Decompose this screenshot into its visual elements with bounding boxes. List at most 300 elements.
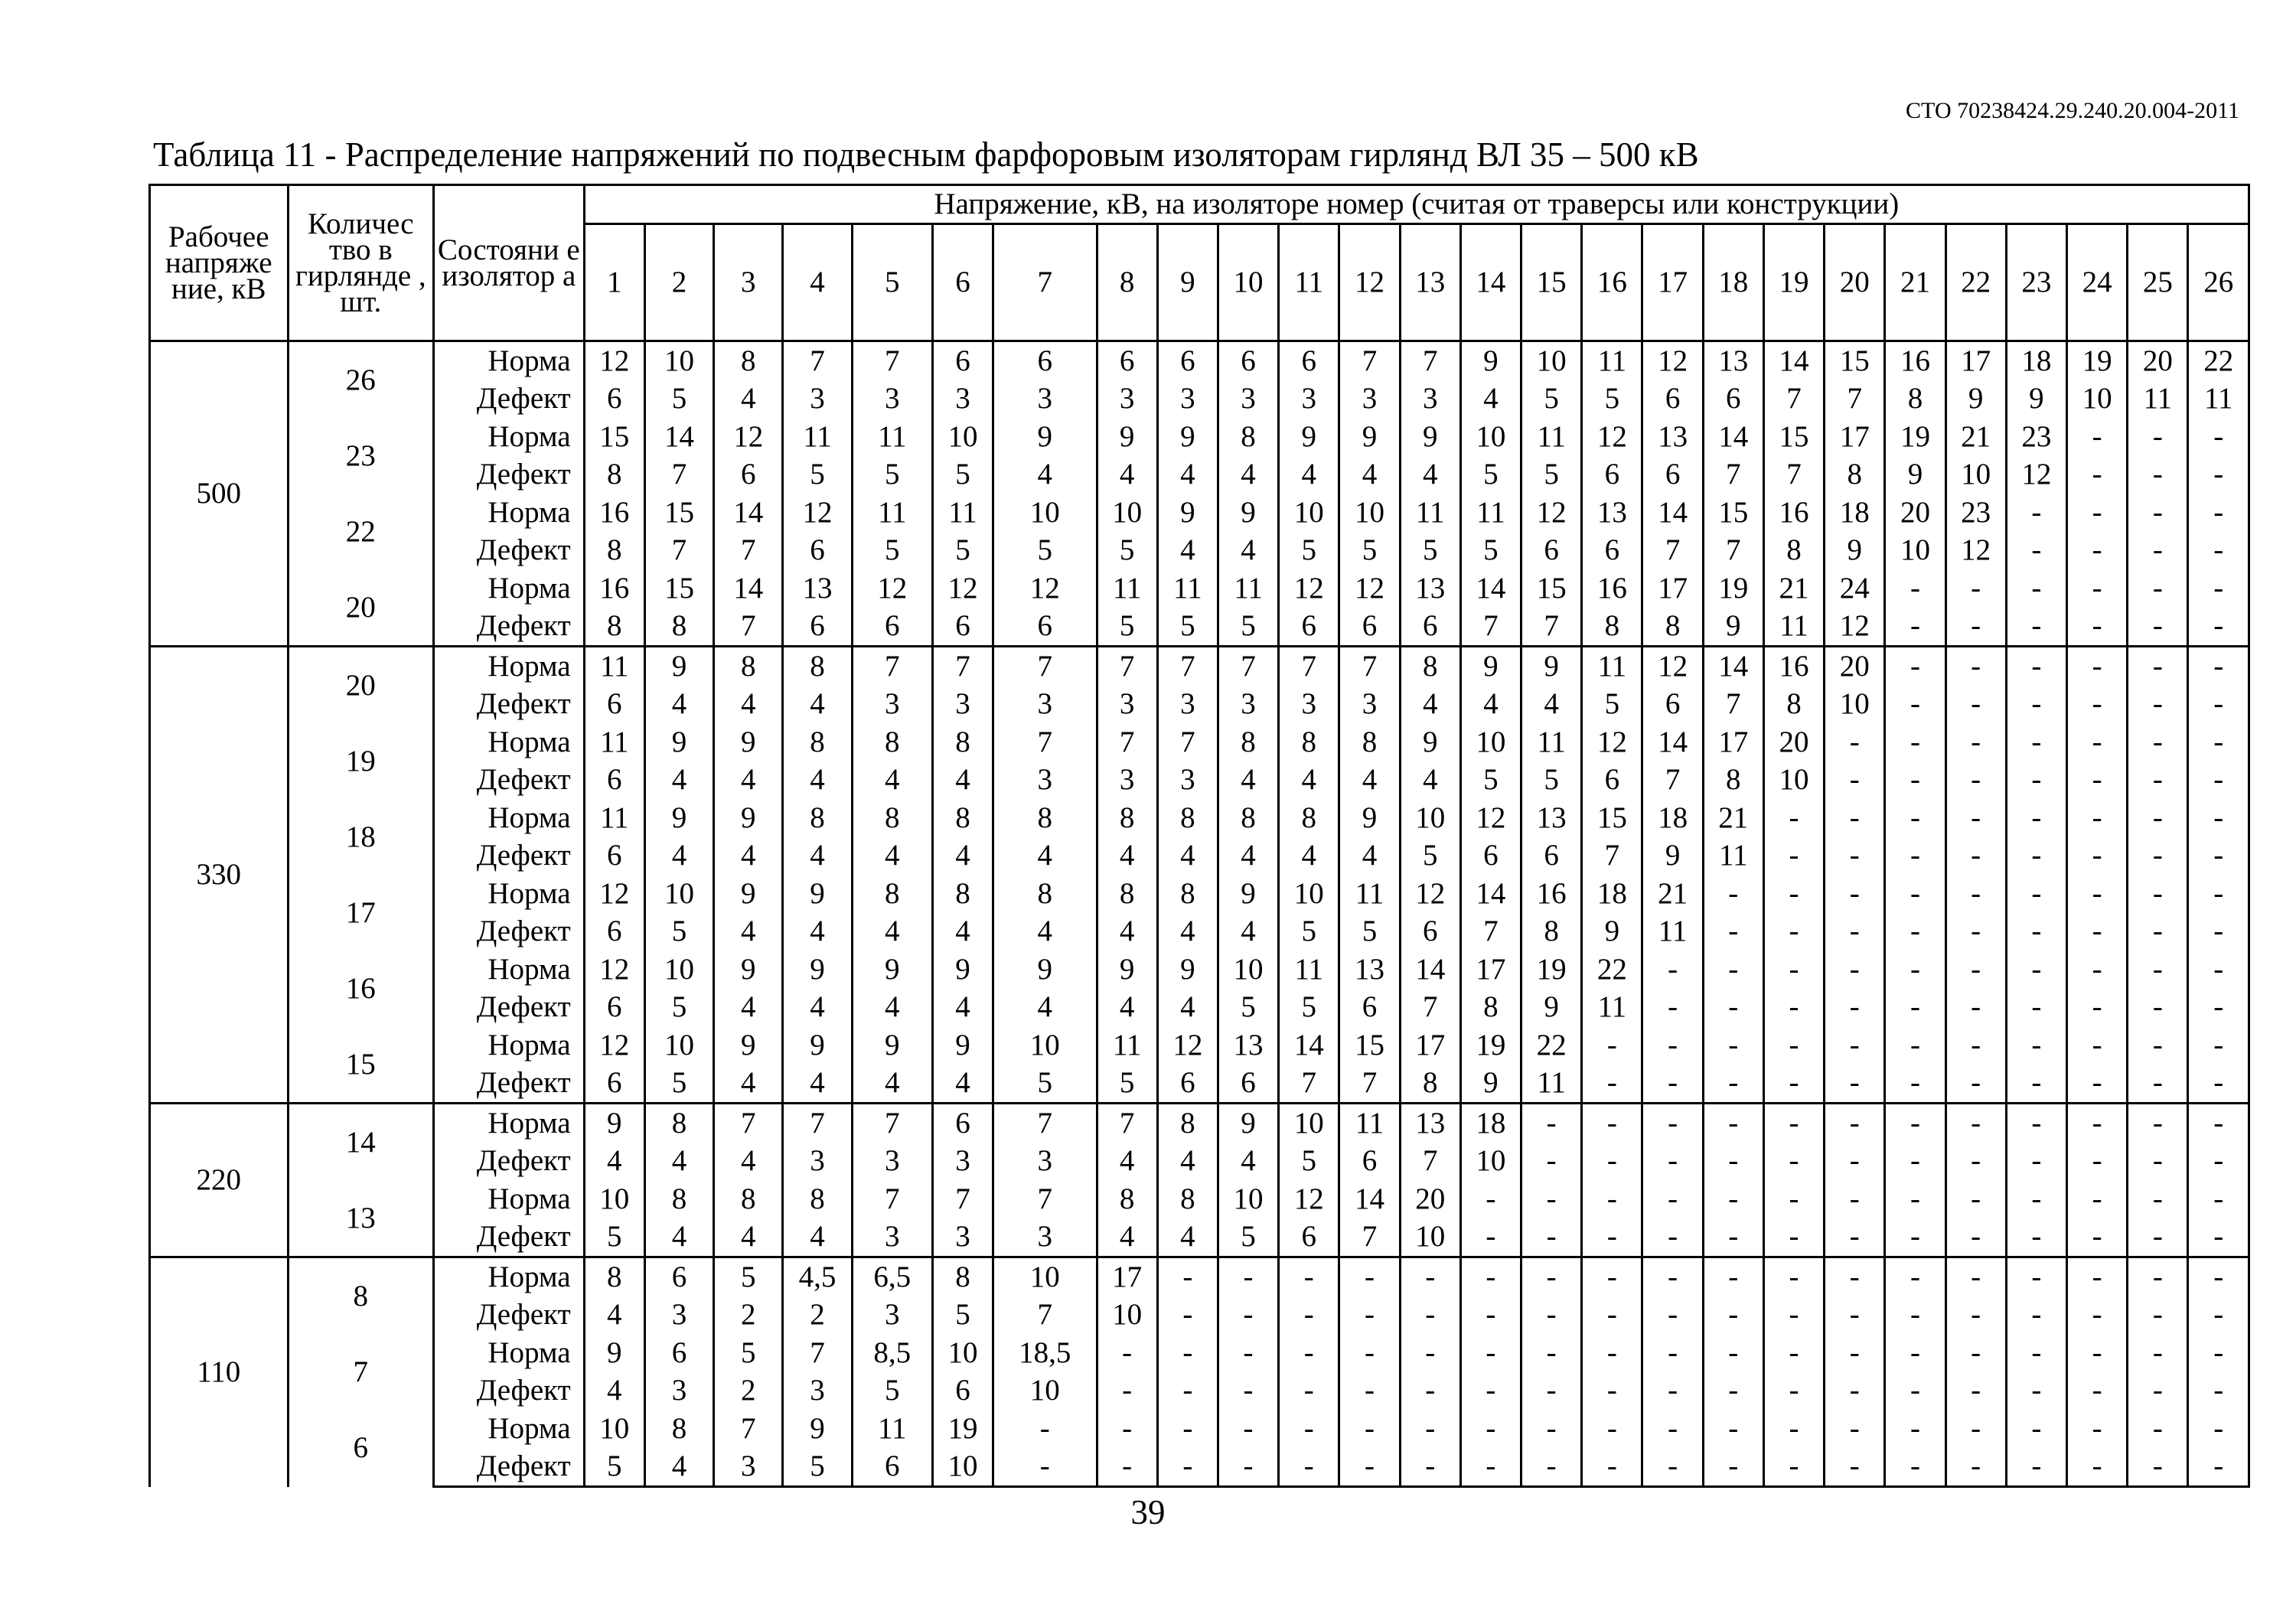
voltage-value-cell: 7	[993, 1104, 1097, 1143]
voltage-value-cell: 12	[1582, 418, 1642, 456]
header-work-voltage: Рабочее напряже ние, кВ	[150, 185, 289, 341]
voltage-value-cell: 9	[644, 799, 713, 837]
voltage-value-cell: 7	[1097, 647, 1157, 686]
insulator-count-cell: 26	[288, 341, 434, 419]
voltage-value-cell: 7	[644, 532, 713, 570]
voltage-value-cell: 12	[1157, 1026, 1218, 1065]
voltage-value-cell: 10	[1279, 875, 1339, 913]
voltage-value-cell: -	[1703, 1334, 1763, 1372]
voltage-value-cell: 11	[584, 799, 644, 837]
voltage-value-cell: -	[1825, 1065, 1885, 1104]
voltage-value-cell: 3	[644, 1372, 713, 1410]
voltage-value-cell: 10	[644, 951, 713, 989]
voltage-value-cell: -	[2188, 951, 2249, 989]
voltage-value-cell: 4	[714, 686, 783, 724]
voltage-value-cell: -	[1521, 1334, 1582, 1372]
voltage-value-cell: -	[1218, 1257, 1278, 1296]
voltage-value-cell: 5	[1400, 837, 1460, 876]
voltage-value-cell: 3	[993, 1143, 1097, 1181]
voltage-value-cell: -	[2128, 418, 2188, 456]
voltage-value-cell: 12	[1945, 532, 2006, 570]
voltage-value-cell: 13	[1582, 494, 1642, 532]
voltage-value-cell: -	[1279, 1334, 1339, 1372]
insulator-number-header: 18	[1703, 224, 1763, 341]
voltage-value-cell: 22	[2188, 341, 2249, 380]
voltage-value-cell: 8	[1763, 686, 1824, 724]
voltage-value-cell: 7	[714, 532, 783, 570]
voltage-value-cell: -	[1642, 989, 1703, 1027]
voltage-value-cell: -	[1642, 1143, 1703, 1181]
table-row	[150, 875, 2249, 913]
voltage-value-cell: 3	[932, 380, 993, 419]
voltage-value-cell: -	[1521, 1143, 1582, 1181]
voltage-value-cell: 9	[1097, 951, 1157, 989]
voltage-value-cell: -	[2067, 1026, 2128, 1065]
voltage-value-cell: 11	[584, 647, 644, 686]
voltage-value-cell: -	[2006, 1410, 2066, 1448]
voltage-value-cell: -	[1097, 1448, 1157, 1487]
voltage-value-cell: 7	[1400, 1143, 1460, 1181]
voltage-value-cell: 7	[714, 1104, 783, 1143]
voltage-value-cell: 11	[1400, 494, 1460, 532]
state-cell: Дефект	[434, 1218, 585, 1257]
voltage-value-cell: -	[1825, 1104, 1885, 1143]
voltage-value-cell: 3	[993, 761, 1097, 800]
page-number: 39	[1130, 1493, 1166, 1531]
voltage-value-cell: -	[1945, 989, 2006, 1027]
voltage-group	[150, 1104, 2249, 1257]
voltage-value-cell: 13	[1703, 341, 1763, 380]
voltage-value-cell: 10	[584, 1180, 644, 1218]
voltage-value-cell: 5	[644, 1065, 713, 1104]
voltage-value-cell: 12	[1400, 875, 1460, 913]
voltage-value-cell: -	[1400, 1448, 1460, 1487]
voltage-value-cell: -	[1157, 1448, 1218, 1487]
voltage-value-cell: 3	[644, 1296, 713, 1335]
voltage-value-cell: -	[1642, 1218, 1703, 1257]
voltage-value-cell: 6	[1521, 532, 1582, 570]
voltage-value-cell: -	[2067, 1218, 2128, 1257]
voltage-value-cell: -	[1582, 1448, 1642, 1487]
voltage-value-cell: -	[2128, 1257, 2188, 1296]
insulator-count-cell: 15	[288, 1026, 434, 1104]
voltage-value-cell: 10	[1339, 494, 1400, 532]
insulator-number-header: 10	[1218, 224, 1278, 341]
voltage-value-cell: 6	[1400, 608, 1460, 647]
state-cell: Дефект	[434, 1372, 585, 1410]
voltage-value-cell: 12	[714, 418, 783, 456]
voltage-value-cell: 7	[1400, 989, 1460, 1027]
voltage-value-cell: 5	[1582, 686, 1642, 724]
voltage-value-cell: 6	[1339, 1143, 1400, 1181]
table-row	[150, 837, 2249, 876]
voltage-value-cell: 7	[1703, 686, 1763, 724]
voltage-value-cell: 7	[783, 341, 852, 380]
table-row	[150, 1104, 2249, 1143]
voltage-value-cell: -	[1642, 1372, 1703, 1410]
voltage-value-cell: -	[2006, 723, 2066, 761]
voltage-value-cell: 6	[1218, 341, 1278, 380]
voltage-value-cell: 11	[1097, 1026, 1157, 1065]
voltage-value-cell: 4	[993, 456, 1097, 494]
voltage-value-cell: 9	[932, 951, 993, 989]
voltage-value-cell: -	[1642, 1065, 1703, 1104]
voltage-value-cell: -	[1400, 1410, 1460, 1448]
voltage-value-cell: 10	[1400, 799, 1460, 837]
voltage-value-cell: -	[2006, 989, 2066, 1027]
voltage-value-cell: -	[1885, 913, 1945, 951]
voltage-value-cell: 4	[783, 913, 852, 951]
voltage-value-cell: 8	[932, 723, 993, 761]
voltage-value-cell: -	[1642, 1334, 1703, 1372]
voltage-value-cell: -	[2006, 647, 2066, 686]
voltage-value-cell: -	[2188, 1065, 2249, 1104]
insulator-number-header: 9	[1157, 224, 1218, 341]
voltage-value-cell: 13	[1218, 1026, 1278, 1065]
insulator-number-header: 22	[1945, 224, 2006, 341]
voltage-value-cell: -	[1885, 647, 1945, 686]
voltage-value-cell: -	[1763, 1143, 1824, 1181]
voltage-value-cell: 3	[1339, 686, 1400, 724]
voltage-value-cell: -	[1460, 1257, 1521, 1296]
voltage-value-cell: -	[2128, 1143, 2188, 1181]
voltage-value-cell: 6	[1218, 1065, 1278, 1104]
voltage-value-cell: -	[1400, 1296, 1460, 1335]
voltage-value-cell: 16	[584, 494, 644, 532]
state-cell: Дефект	[434, 1065, 585, 1104]
voltage-value-cell: -	[2128, 647, 2188, 686]
voltage-value-cell: -	[1642, 1180, 1703, 1218]
voltage-value-cell: 9	[1218, 494, 1278, 532]
voltage-value-cell: -	[1582, 1104, 1642, 1143]
voltage-value-cell: -	[1582, 1372, 1642, 1410]
voltage-value-cell: -	[2067, 1065, 2128, 1104]
state-cell: Дефект	[434, 532, 585, 570]
voltage-value-cell: -	[1218, 1410, 1278, 1448]
voltage-value-cell: -	[1521, 1104, 1582, 1143]
voltage-value-cell: 9	[1460, 647, 1521, 686]
voltage-value-cell: 14	[1339, 1180, 1400, 1218]
table-row	[150, 569, 2249, 608]
state-cell: Дефект	[434, 761, 585, 800]
voltage-value-cell: 9	[1400, 418, 1460, 456]
voltage-value-cell: -	[993, 1448, 1097, 1487]
voltage-value-cell: -	[2006, 913, 2066, 951]
voltage-value-cell: -	[2128, 1218, 2188, 1257]
voltage-value-cell: -	[2067, 456, 2128, 494]
voltage-value-cell: 8	[714, 647, 783, 686]
voltage-value-cell: 21	[1642, 875, 1703, 913]
voltage-value-cell: 5	[1582, 380, 1642, 419]
table-row	[150, 494, 2249, 532]
voltage-value-cell: -	[1885, 951, 1945, 989]
voltage-value-cell: 4	[714, 913, 783, 951]
voltage-value-cell: 8	[644, 1410, 713, 1448]
voltage-value-cell: -	[1703, 913, 1763, 951]
voltage-value-cell: -	[2006, 1334, 2066, 1372]
voltage-value-cell: -	[2067, 1334, 2128, 1372]
voltage-value-cell: 6	[1157, 1065, 1218, 1104]
voltage-value-cell: 4	[714, 380, 783, 419]
voltage-value-cell: -	[1521, 1372, 1582, 1410]
voltage-value-cell: 5	[714, 1334, 783, 1372]
voltage-value-cell: 7	[783, 1104, 852, 1143]
voltage-value-cell: 9	[644, 647, 713, 686]
voltage-value-cell: 6	[644, 1334, 713, 1372]
voltage-value-cell: 9	[1157, 418, 1218, 456]
voltage-value-cell: 3	[1279, 380, 1339, 419]
table-row	[150, 1065, 2249, 1104]
voltage-value-cell: 11	[1703, 837, 1763, 876]
voltage-value-cell: 8	[1097, 875, 1157, 913]
voltage-value-cell: 10	[1218, 951, 1278, 989]
voltage-value-cell: 6	[644, 1257, 713, 1296]
voltage-value-cell: 12	[852, 569, 932, 608]
voltage-value-cell: 4	[852, 761, 932, 800]
insulator-number-header: 4	[783, 224, 852, 341]
voltage-value-cell: 9	[584, 1334, 644, 1372]
voltage-value-cell: 8	[783, 647, 852, 686]
voltage-value-cell: -	[1460, 1180, 1521, 1218]
voltage-value-cell: 6	[1642, 686, 1703, 724]
voltage-value-cell: 18	[2006, 341, 2066, 380]
voltage-value-cell: 11	[1582, 341, 1642, 380]
voltage-value-cell: 12	[1582, 723, 1642, 761]
voltage-value-cell: 4	[993, 837, 1097, 876]
voltage-value-cell: 7	[1703, 456, 1763, 494]
insulator-count-cell: 6	[288, 1410, 434, 1487]
voltage-value-cell: 8	[1825, 456, 1885, 494]
voltage-value-cell: 10	[932, 1334, 993, 1372]
voltage-value-cell: 5	[1097, 608, 1157, 647]
voltage-value-cell: 3	[1218, 380, 1278, 419]
table-row	[150, 380, 2249, 419]
voltage-value-cell: -	[1885, 875, 1945, 913]
voltage-value-cell: -	[1339, 1372, 1400, 1410]
voltage-value-cell: 9	[1703, 608, 1763, 647]
state-cell: Норма	[434, 1026, 585, 1065]
voltage-value-cell: -	[1703, 1218, 1763, 1257]
voltage-value-cell: 4	[932, 1065, 993, 1104]
voltage-value-cell: 16	[1763, 494, 1824, 532]
voltage-value-cell: -	[1157, 1257, 1218, 1296]
voltage-value-cell: -	[1945, 1143, 2006, 1181]
voltage-value-cell: 11	[1339, 875, 1400, 913]
voltage-value-cell: -	[2067, 1104, 2128, 1143]
voltage-value-cell: -	[1885, 1334, 1945, 1372]
voltage-value-cell: 7	[714, 608, 783, 647]
voltage-value-cell: -	[2067, 608, 2128, 647]
voltage-value-cell: -	[2128, 837, 2188, 876]
voltage-value-cell: 5	[852, 532, 932, 570]
voltage-value-cell: 12	[1339, 569, 1400, 608]
voltage-value-cell: 5	[644, 989, 713, 1027]
voltage-value-cell: 6	[1642, 456, 1703, 494]
voltage-value-cell: 6	[584, 837, 644, 876]
voltage-value-cell: 3	[1157, 761, 1218, 800]
voltage-value-cell: 3	[1097, 761, 1157, 800]
voltage-value-cell: 15	[1763, 418, 1824, 456]
voltage-value-cell: 10	[1945, 456, 2006, 494]
voltage-value-cell: -	[2128, 569, 2188, 608]
state-cell: Норма	[434, 723, 585, 761]
voltage-value-cell: 7	[1642, 761, 1703, 800]
voltage-value-cell: -	[2188, 647, 2249, 686]
voltage-value-cell: -	[1400, 1257, 1460, 1296]
voltage-value-cell: 4	[1339, 456, 1400, 494]
voltage-value-cell: 4	[644, 761, 713, 800]
voltage-value-cell: 8	[1582, 608, 1642, 647]
state-cell: Дефект	[434, 686, 585, 724]
voltage-value-cell: 18	[1642, 799, 1703, 837]
table-row	[150, 913, 2249, 951]
voltage-value-cell: -	[1703, 1026, 1763, 1065]
voltage-value-cell: -	[2188, 1143, 2249, 1181]
voltage-value-cell: 4	[1097, 913, 1157, 951]
voltage-value-cell: 8	[852, 875, 932, 913]
voltage-value-cell: 11	[1339, 1104, 1400, 1143]
voltage-value-cell: 6	[1279, 1218, 1339, 1257]
voltage-value-cell: 2	[714, 1296, 783, 1335]
table-row	[150, 1143, 2249, 1181]
voltage-value-cell: -	[1521, 1410, 1582, 1448]
voltage-value-cell: 9	[644, 723, 713, 761]
voltage-value-cell: -	[1763, 1104, 1824, 1143]
voltage-value-cell: 6	[584, 1065, 644, 1104]
table-row	[150, 799, 2249, 837]
voltage-value-cell: 17	[1945, 341, 2006, 380]
voltage-value-cell: 9	[714, 1026, 783, 1065]
voltage-value-cell: 7	[1763, 380, 1824, 419]
voltage-value-cell: -	[1582, 1143, 1642, 1181]
voltage-value-cell: 5	[1218, 1218, 1278, 1257]
state-cell: Норма	[434, 418, 585, 456]
voltage-value-cell: 3	[993, 1218, 1097, 1257]
voltage-value-cell: -	[1885, 569, 1945, 608]
voltage-value-cell: 4	[1460, 686, 1521, 724]
voltage-value-cell: 14	[1460, 875, 1521, 913]
voltage-value-cell: 6	[584, 913, 644, 951]
voltage-value-cell: 7	[1400, 341, 1460, 380]
voltage-value-cell: 3	[783, 1372, 852, 1410]
voltage-value-cell: 9	[1885, 456, 1945, 494]
voltage-value-cell: 3	[1279, 686, 1339, 724]
voltage-value-cell: -	[2188, 608, 2249, 647]
voltage-value-cell: 10	[1885, 532, 1945, 570]
voltage-value-cell: 6	[1339, 989, 1400, 1027]
voltage-value-cell: 13	[1400, 569, 1460, 608]
voltage-value-cell: -	[2188, 1104, 2249, 1143]
voltage-value-cell: -	[1825, 761, 1885, 800]
voltage-value-cell: 7	[1339, 341, 1400, 380]
voltage-value-cell: 8	[584, 532, 644, 570]
voltage-value-cell: 4	[783, 761, 852, 800]
voltage-value-cell: 11	[1582, 989, 1642, 1027]
voltage-value-cell: -	[1945, 1410, 2006, 1448]
voltage-value-cell: 11	[852, 418, 932, 456]
voltage-value-cell: -	[2128, 799, 2188, 837]
voltage-value-cell: -	[1460, 1296, 1521, 1335]
voltage-value-cell: -	[1885, 723, 1945, 761]
voltage-value-cell: 9	[1157, 951, 1218, 989]
voltage-value-cell: 5	[1339, 532, 1400, 570]
voltage-value-cell: -	[1642, 1257, 1703, 1296]
voltage-value-cell: 12	[584, 875, 644, 913]
voltage-value-cell: 7	[1097, 1104, 1157, 1143]
voltage-value-cell: 21	[1703, 799, 1763, 837]
voltage-value-cell: 22	[1521, 1026, 1582, 1065]
voltage-value-cell: 4	[1157, 456, 1218, 494]
voltage-value-cell: -	[1945, 1104, 2006, 1143]
voltage-value-cell: -	[1825, 913, 1885, 951]
voltage-value-cell: -	[1885, 608, 1945, 647]
voltage-value-cell: 24	[1825, 569, 1885, 608]
voltage-value-cell: -	[1885, 1218, 1945, 1257]
state-cell: Норма	[434, 1104, 585, 1143]
insulator-number-header: 19	[1763, 224, 1824, 341]
voltage-value-cell: 17	[1642, 569, 1703, 608]
voltage-value-cell: 5	[1279, 1143, 1339, 1181]
voltage-value-cell: 9	[714, 875, 783, 913]
insulator-number-header: 6	[932, 224, 993, 341]
voltage-value-cell: 5	[1279, 989, 1339, 1027]
voltage-value-cell: 13	[1339, 951, 1400, 989]
voltage-value-cell: 4	[1157, 989, 1218, 1027]
voltage-value-cell: 8,5	[852, 1334, 932, 1372]
voltage-value-cell: 5	[932, 456, 993, 494]
voltage-value-cell: -	[1945, 723, 2006, 761]
voltage-value-cell: 8	[1157, 875, 1218, 913]
voltage-value-cell: 6	[783, 608, 852, 647]
voltage-value-cell: -	[1825, 875, 1885, 913]
voltage-value-cell: 9	[584, 1104, 644, 1143]
voltage-value-cell: 9	[1279, 418, 1339, 456]
voltage-value-cell: -	[2188, 686, 2249, 724]
voltage-value-cell: 15	[644, 569, 713, 608]
voltage-value-cell: 7	[1642, 532, 1703, 570]
voltage-value-cell: -	[2188, 1372, 2249, 1410]
voltage-value-cell: 10	[993, 1026, 1097, 1065]
voltage-value-cell: 7	[1460, 608, 1521, 647]
voltage-value-cell: -	[2128, 1448, 2188, 1487]
voltage-value-cell: -	[2128, 723, 2188, 761]
voltage-value-cell: -	[2067, 1143, 2128, 1181]
voltage-value-cell: -	[1703, 989, 1763, 1027]
insulator-number-header: 1	[584, 224, 644, 341]
voltage-value-cell: 8	[783, 799, 852, 837]
voltage-value-cell: 4	[993, 913, 1097, 951]
voltage-value-cell: 9	[993, 418, 1097, 456]
table-row	[150, 951, 2249, 989]
voltage-value-cell: 14	[1460, 569, 1521, 608]
voltage-value-cell: 10	[932, 1448, 993, 1487]
voltage-value-cell: -	[1460, 1372, 1521, 1410]
work-voltage-cell: 110	[150, 1257, 289, 1487]
state-cell: Дефект	[434, 913, 585, 951]
voltage-value-cell: 15	[1703, 494, 1763, 532]
voltage-value-cell: -	[2188, 1180, 2249, 1218]
insulator-number-header: 15	[1521, 224, 1582, 341]
voltage-value-cell: 15	[644, 494, 713, 532]
voltage-value-cell: 4	[852, 913, 932, 951]
voltage-value-cell: 18,5	[993, 1334, 1097, 1372]
voltage-value-cell: 19	[932, 1410, 993, 1448]
voltage-value-cell: -	[1825, 1143, 1885, 1181]
voltage-value-cell: -	[1703, 1104, 1763, 1143]
voltage-value-cell: -	[1945, 1296, 2006, 1335]
insulator-number-header: 23	[2006, 224, 2066, 341]
document-code: СТО 70238424.29.240.20.004-2011	[1906, 98, 2239, 123]
